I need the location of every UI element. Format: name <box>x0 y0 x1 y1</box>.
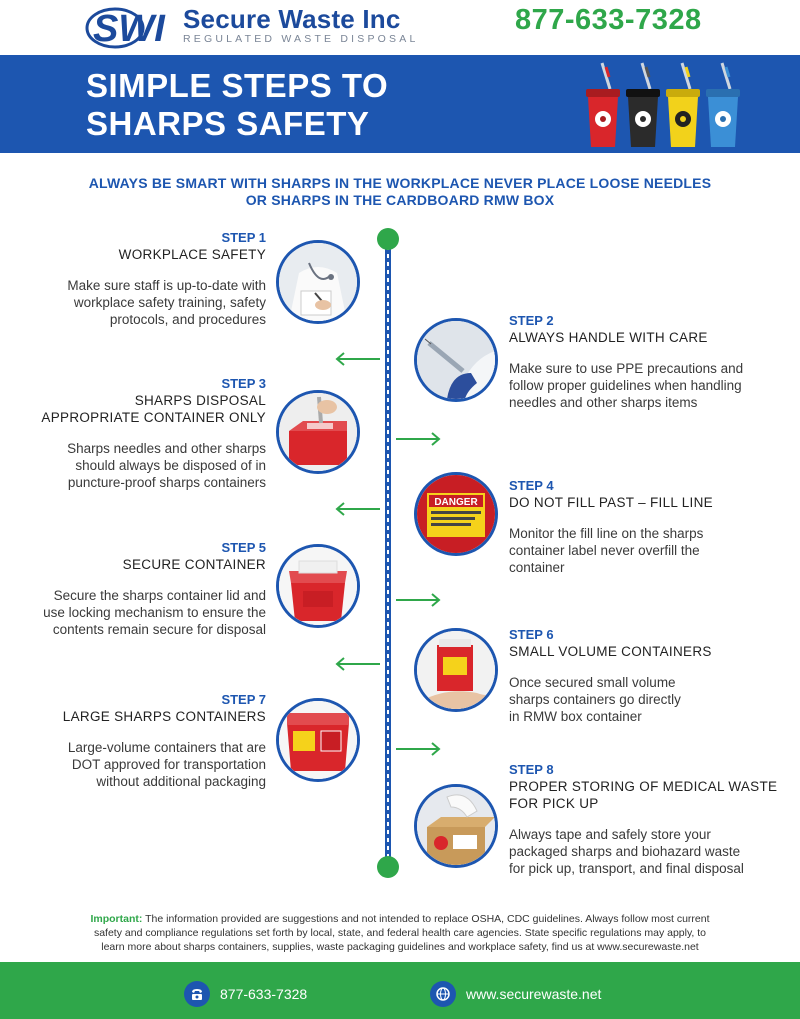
step-description-line: protocols, and procedures <box>109 312 266 327</box>
step-description <box>509 826 794 877</box>
step-number: STEP 1 <box>221 230 266 245</box>
arrow-right-icon <box>396 593 442 607</box>
logo-mark-icon <box>85 1 177 49</box>
important-note <box>30 912 770 954</box>
step-number: STEP 5 <box>221 540 266 555</box>
step-3 <box>6 376 266 491</box>
arrow-left-icon <box>334 502 380 516</box>
gloved-syringe-icon <box>417 321 495 399</box>
step-number: STEP 4 <box>509 478 554 493</box>
step-title: SMALL VOLUME CONTAINERS <box>509 644 712 659</box>
step-description-line: Make sure staff is up-to-date with <box>67 278 266 293</box>
step-description-line: workplace safety training, safety <box>73 295 266 310</box>
danger-label-icon <box>417 475 495 553</box>
step-description-line: Large-volume containers that are <box>67 740 266 755</box>
brand-tagline: REGULATED WASTE DISPOSAL <box>183 33 419 45</box>
step-description <box>6 587 266 638</box>
yellow-bin-icon <box>666 63 700 147</box>
step-description-line: puncture-proof sharps containers <box>67 475 266 490</box>
arrow-left-icon <box>334 352 380 366</box>
step-description-line: Secure the sharps container lid and <box>53 588 266 603</box>
step-1-image <box>276 240 360 324</box>
blue-bin-icon <box>706 63 740 147</box>
step-description <box>509 525 789 576</box>
step-description-line: Make sure to use PPE precautions and <box>509 361 744 376</box>
step-8-image <box>414 784 498 868</box>
large-container-icon <box>279 701 357 779</box>
step-title: PROPER STORING OF MEDICAL WASTE <box>509 779 778 794</box>
step-2 <box>509 313 789 411</box>
step-title: WORKPLACE SAFETY <box>118 247 266 262</box>
intro-line-1: ALWAYS BE SMART WITH SHARPS IN THE WORKPLACE NEVER PLACE LOOSE NEEDLES <box>88 175 712 191</box>
note-label: Important: <box>90 913 143 925</box>
step-7 <box>6 692 266 790</box>
title-banner <box>0 55 800 153</box>
step-6-image <box>414 628 498 712</box>
step-number: STEP 2 <box>509 313 554 328</box>
brand-name: Secure Waste Inc <box>183 4 401 34</box>
step-title: LARGE SHARPS CONTAINERS <box>62 709 266 724</box>
step-description-line: Sharps needles and other sharps <box>67 441 266 456</box>
step-description <box>6 440 266 491</box>
step-description <box>6 739 266 790</box>
step-1 <box>26 230 266 328</box>
timeline-start-dot <box>377 228 399 250</box>
step-title: DO NOT FILL PAST – FILL LINE <box>509 495 713 510</box>
svg-text:DANGER: DANGER <box>434 497 478 508</box>
note-line-2: safety and compliance regulations set forth by local, state, and federal health care agencies. State specific regulations may apply, to <box>93 927 707 939</box>
arrow-right-icon <box>396 432 442 446</box>
step-4-image <box>414 472 498 556</box>
step-title: FOR PICK UP <box>509 796 599 811</box>
step-5 <box>6 540 266 638</box>
logo-initials: SWI <box>93 8 165 49</box>
step-description-line: follow proper guidelines when handling <box>509 378 742 393</box>
arrow-left-icon <box>334 657 380 671</box>
step-title: APPROPRIATE CONTAINER ONLY <box>41 410 266 425</box>
header <box>0 0 800 55</box>
step-title: SHARPS DISPOSAL <box>134 393 266 408</box>
doctor-writing-icon <box>279 243 357 321</box>
step-description-line: without additional packaging <box>96 774 266 789</box>
step-7-image <box>276 698 360 782</box>
step-description-line: should always be disposed of in <box>75 458 266 473</box>
step-number: STEP 3 <box>221 376 266 391</box>
page-title <box>86 67 388 143</box>
phone-icon <box>184 981 210 1007</box>
intro-heading <box>30 175 770 209</box>
step-description <box>509 360 789 411</box>
step-number: STEP 7 <box>221 692 266 707</box>
globe-icon <box>430 981 456 1007</box>
step-number: STEP 6 <box>509 627 554 642</box>
step-description-line: in RMW box container <box>509 709 642 724</box>
step-description-line: container label never overfill the <box>509 543 700 558</box>
step-description-line: Always tape and safely store your <box>509 827 711 842</box>
secure-container-icon <box>279 547 357 625</box>
footer-website-link[interactable] <box>430 981 601 1007</box>
step-8 <box>509 762 794 877</box>
note-line-1: The information provided are suggestions and not intended to replace OSHA, CDC guidelines. Always follow most current <box>145 913 710 925</box>
sharps-disposal-icon <box>279 393 357 471</box>
logo[interactable] <box>85 0 419 50</box>
waste-bins-illustration <box>580 59 750 151</box>
red-bin-icon <box>586 63 620 147</box>
step-2-image <box>414 318 498 402</box>
header-phone-link[interactable]: 877-633-7328 <box>515 4 702 36</box>
step-description-line: container <box>509 560 565 575</box>
step-description-line: Monitor the fill line on the sharps <box>509 526 704 541</box>
step-3-image <box>276 390 360 474</box>
step-description-line: for pick up, transport, and final disposal <box>509 861 744 876</box>
small-container-icon <box>417 631 495 709</box>
title-line-1: SIMPLE STEPS TO <box>86 67 389 104</box>
black-bin-icon <box>626 63 660 147</box>
note-line-3: learn more about sharps containers, supplies, waste packaging guidelines and workplace safety, find us at www.securewaste.net <box>101 941 699 953</box>
step-4 <box>509 478 789 576</box>
step-title: SECURE CONTAINER <box>122 557 266 572</box>
timeline-dash <box>387 238 389 866</box>
biohazard-box-icon <box>417 787 495 865</box>
step-description-line: sharps containers go directly <box>509 692 681 707</box>
footer-phone-link[interactable] <box>184 981 307 1007</box>
step-number: STEP 8 <box>509 762 554 777</box>
step-description-line: packaged sharps and biohazard waste <box>509 844 741 859</box>
title-line-2: SHARPS SAFETY <box>86 105 370 142</box>
step-description-line: needles and other sharps items <box>509 395 698 410</box>
step-description-line: contents remain secure for disposal <box>52 622 266 637</box>
step-description-line: Once secured small volume <box>509 675 676 690</box>
arrow-right-icon <box>396 742 442 756</box>
footer-phone: 877-633-7328 <box>220 986 308 1002</box>
step-6 <box>509 627 789 725</box>
step-5-image <box>276 544 360 628</box>
step-title: ALWAYS HANDLE WITH CARE <box>509 330 708 345</box>
step-description <box>26 277 266 328</box>
intro-line-2: OR SHARPS IN THE CARDBOARD RMW BOX <box>245 192 555 208</box>
footer-website: www.securewaste.net <box>466 986 602 1002</box>
timeline-end-dot <box>377 856 399 878</box>
step-description-line: DOT approved for transportation <box>71 757 266 772</box>
step-description-line: use locking mechanism to ensure the <box>43 605 266 620</box>
step-description <box>509 674 789 725</box>
footer <box>0 968 800 1019</box>
